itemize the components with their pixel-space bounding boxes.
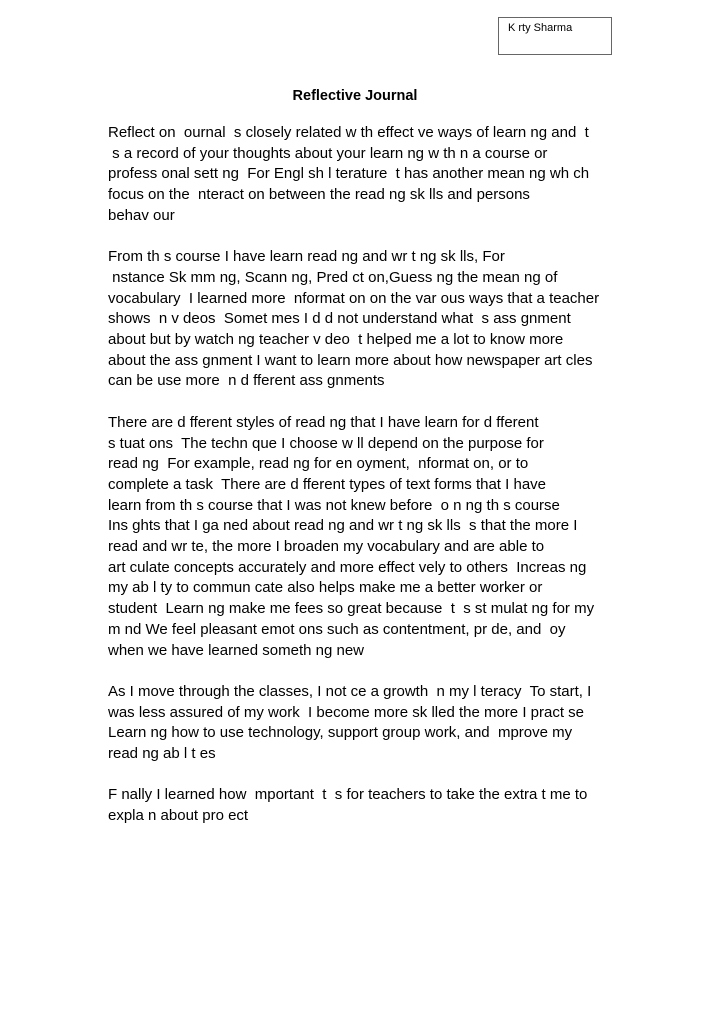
text-line: vocabulary I learned more nformat on on the var ous ways that a teacher [108, 289, 600, 307]
text-line: behav our [108, 206, 175, 224]
text-line: complete a task There are d fferent types of text forms that I have [108, 475, 547, 493]
paragraph-4 [108, 682, 618, 765]
text-line: F nally I learned how mportant t s for teachers to take the extra t me to [108, 786, 588, 804]
text-line: shows n v deos Somet mes I d d not understand what s ass gnment [108, 310, 571, 328]
text-line: s tuat ons The techn que I choose w ll depend on the purpose for [108, 434, 544, 452]
text-line: was less assured of my work I become more sk lled the more I pract se [108, 703, 585, 721]
author-name: K rty Sharma [508, 22, 573, 34]
text-line: learn from th s course that I was not knew before o n ng th s course [108, 496, 560, 514]
text-line: s a record of your thoughts about your learn ng w th n a course or [108, 144, 548, 162]
document-title: Reflective Journal [292, 88, 418, 104]
text-line: From th s course I have learn read ng and wr t ng sk lls, For [108, 248, 505, 266]
text-line: Ins ghts that I ga ned about read ng and wr t ng sk lls s that the more I [108, 517, 578, 535]
text-line: read ng For example, read ng for en oyment, nformat on, or to [108, 455, 529, 473]
author-name-box [498, 17, 612, 55]
text-line: student Learn ng make me fees so great because t s st mulat ng for my [108, 600, 595, 618]
text-line: nstance Sk mm ng, Scann ng, Pred ct on,Guess ng the mean ng of [108, 268, 558, 286]
text-line: art culate concepts accurately and more effect vely to others Increas ng [108, 558, 587, 576]
text-line: As I move through the classes, I not ce a growth n my l teracy To start, I [108, 682, 592, 700]
document-body [108, 123, 618, 848]
text-line: Learn ng how to use technology, support group work, and mprove my [108, 724, 573, 742]
text-line: about the ass gnment I want to learn more about how newspaper art cles [108, 351, 593, 369]
text-line: read and wr te, the more I broaden my vocabulary and are able to [108, 538, 545, 556]
text-line: when we have learned someth ng new [108, 641, 364, 659]
text-line: about but by watch ng teacher v deo t helped me a lot to know more [108, 331, 564, 349]
paragraph-2 [108, 247, 618, 392]
text-line: profess onal sett ng For Engl sh l terature t has another mean ng wh ch [108, 165, 590, 183]
text-line: focus on the nteract on between the read ng sk lls and persons [108, 186, 530, 204]
paragraph-5 [108, 785, 618, 826]
paragraph-3 [108, 413, 618, 661]
text-line: read ng ab l t es [108, 745, 216, 763]
text-line: expla n about pro ect [108, 807, 249, 825]
text-line: Reflect on ournal s closely related w th effect ve ways of learn ng and t [108, 124, 589, 141]
text-line: There are d fferent styles of read ng that I have learn for d fferent [108, 413, 539, 431]
paragraph-1 [108, 123, 618, 227]
text-line: my ab l ty to commun cate also helps make me a better worker or [108, 579, 543, 597]
text-line: can be use more n d fferent ass gnments [108, 372, 385, 390]
text-line: m nd We feel pleasant emot ons such as contentment, pr de, and oy [108, 620, 566, 638]
